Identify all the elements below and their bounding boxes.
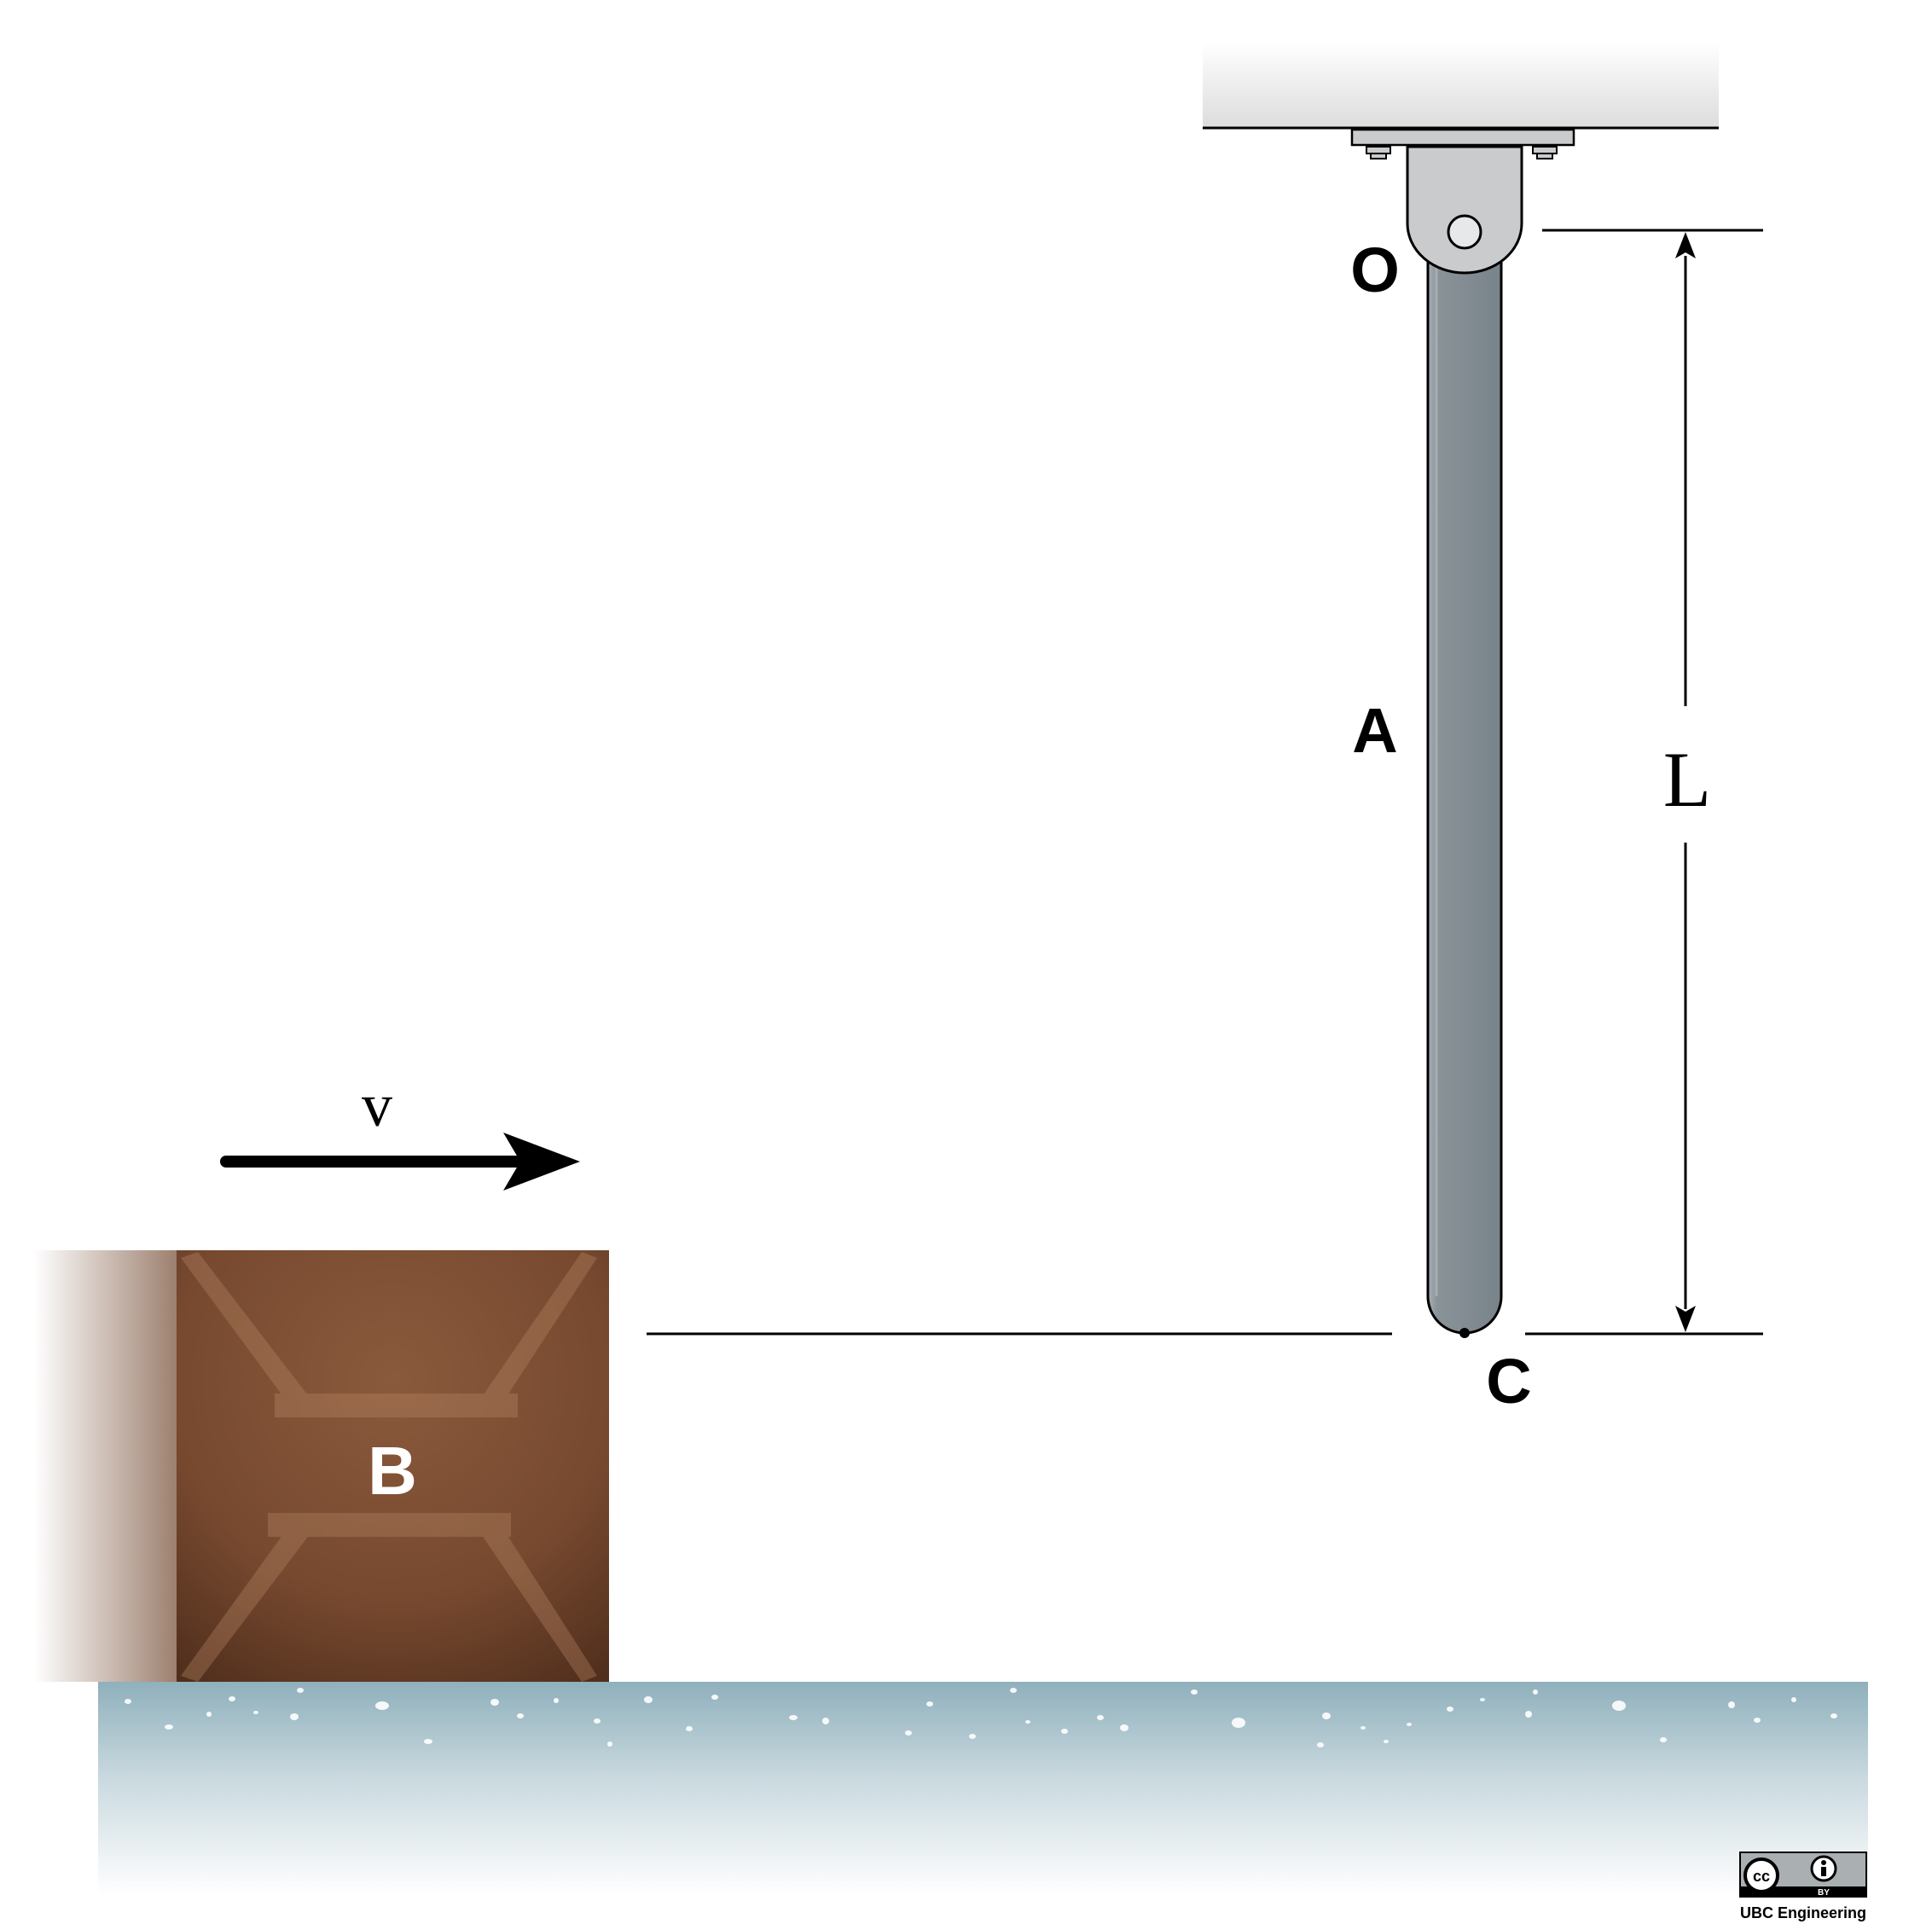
rod (1428, 247, 1501, 1333)
credit-text: UBC Engineering (1739, 1904, 1867, 1921)
length-dimension (647, 230, 1763, 1334)
cc-badge-text: cc (1752, 1868, 1771, 1885)
label-pivot-o: O (1350, 235, 1400, 305)
label-length-l: L (1662, 736, 1712, 823)
rod-tip-point (1459, 1328, 1470, 1338)
floor (98, 1682, 1868, 1895)
ceiling (1203, 43, 1719, 128)
cc-by-license-badge (1740, 1852, 1866, 1898)
label-velocity-v: v (362, 1071, 392, 1139)
pivot-clevis (1407, 147, 1522, 273)
label-block-b: B (368, 1433, 417, 1509)
label-rod-tip-c: C (1486, 1346, 1532, 1417)
velocity-arrow (226, 1133, 580, 1191)
by-badge-text: BY (1818, 1888, 1830, 1898)
label-rod-center-a: A (1352, 695, 1398, 766)
wall (34, 1250, 177, 1682)
attribution-person-icon (1812, 1857, 1836, 1881)
